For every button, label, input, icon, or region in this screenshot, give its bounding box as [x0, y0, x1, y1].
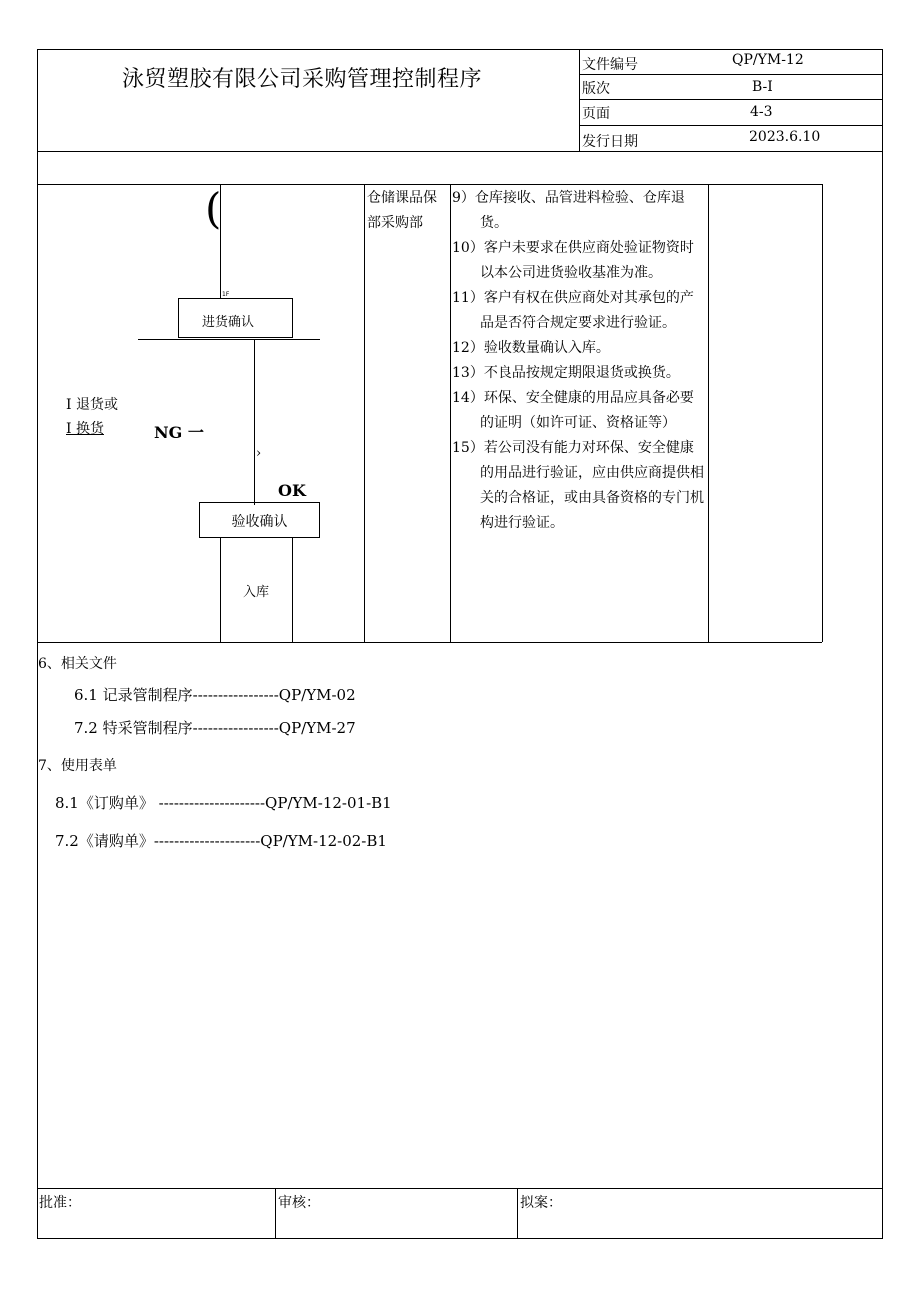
return-label-1: I 退货或	[66, 397, 118, 413]
table-top-line	[37, 184, 822, 185]
page-title: 泳贸塑胶有限公司采购管理控制程序	[122, 67, 483, 92]
acceptance-confirm-label: 验收确认	[231, 514, 288, 530]
approve-label: 批准：	[39, 1195, 81, 1211]
version-label: 版次	[582, 81, 610, 97]
version-value: B-I	[752, 79, 773, 95]
step-13: 13）不良品按规定期限退货或换货。	[452, 365, 680, 381]
header-bottom-line	[37, 151, 883, 152]
step-9: 9）仓库接收、品管进料检验、仓库退货。	[452, 190, 685, 231]
header-divider	[579, 49, 580, 151]
footer-divider-1	[275, 1188, 276, 1239]
incoming-confirm-label: 进货确认	[201, 315, 254, 330]
table-col-line-4	[822, 184, 823, 642]
header-row-line-3	[579, 125, 883, 126]
step-11: 11）客户有权在供应商处对其承包的产品是否符合规定要求进行验证。	[452, 290, 694, 331]
flow-separator-line	[138, 339, 320, 340]
responsible-department: 仓储课品保部采购部	[367, 190, 437, 231]
header-row-line-1	[579, 74, 883, 75]
warehousing-label: 入库	[242, 585, 269, 600]
table-col-line-3	[708, 184, 709, 642]
footer-top-line	[37, 1188, 883, 1189]
review-label: 审核：	[278, 1195, 320, 1211]
flow-arrow-mark: ›	[256, 446, 262, 461]
table-col-line-1	[364, 184, 365, 642]
flow-paren: (	[205, 184, 222, 233]
return-label-2: I 换货	[66, 421, 104, 437]
related-doc-item-2: 7.2 特采管制程序-----------------QP/YM-27	[74, 719, 356, 737]
process-steps	[452, 186, 706, 536]
table-bottom-line	[37, 642, 822, 643]
related-doc-item-1: 6.1 记录管制程序-----------------QP/YM-02	[74, 686, 356, 704]
step-15: 15）若公司没有能力对环保、安全健康的用品进行验证，应由供应商提供相关的合格证，或由具备资格的专门机构进行验证。	[452, 440, 704, 531]
flow-line-top	[220, 184, 221, 298]
table-col-line-2	[450, 184, 451, 642]
issue-date-label: 发行日期	[582, 134, 638, 150]
draft-label: 拟案：	[520, 1195, 562, 1211]
footer-divider-2	[517, 1188, 518, 1239]
form-item-2: 7.2《请购单》---------------------QP/YM-12-02-B1	[55, 832, 387, 850]
forms-heading: 7、使用表单	[38, 758, 117, 774]
header-row-line-2	[579, 99, 883, 100]
form-item-1: 8.1《订购单》 ---------------------QP/YM-12-01-B1	[55, 794, 392, 812]
issue-date-value: 2023.6.10	[749, 129, 821, 145]
step-10: 10）客户未要求在供应商处验证物资时以本公司进货验收基准为准。	[452, 240, 694, 281]
related-docs-heading: 6、相关文件	[38, 656, 117, 672]
step-14: 14）环保、安全健康的用品应具备必要的证明（如许可证、资格证等）	[452, 390, 694, 431]
ng-label: NG 一	[154, 423, 204, 442]
doc-no-value: QP/YM-12	[732, 52, 804, 68]
flow-line-middle	[254, 339, 255, 505]
step-12: 12）验收数量确认入库。	[452, 340, 610, 356]
page-label: 页面	[582, 106, 610, 122]
page-value: 4-3	[750, 104, 773, 120]
flow-tiny-label: 1F	[222, 291, 230, 298]
ok-label: OK	[278, 481, 306, 500]
warehouse-right-line	[292, 538, 293, 642]
doc-no-label: 文件编号	[582, 57, 638, 73]
